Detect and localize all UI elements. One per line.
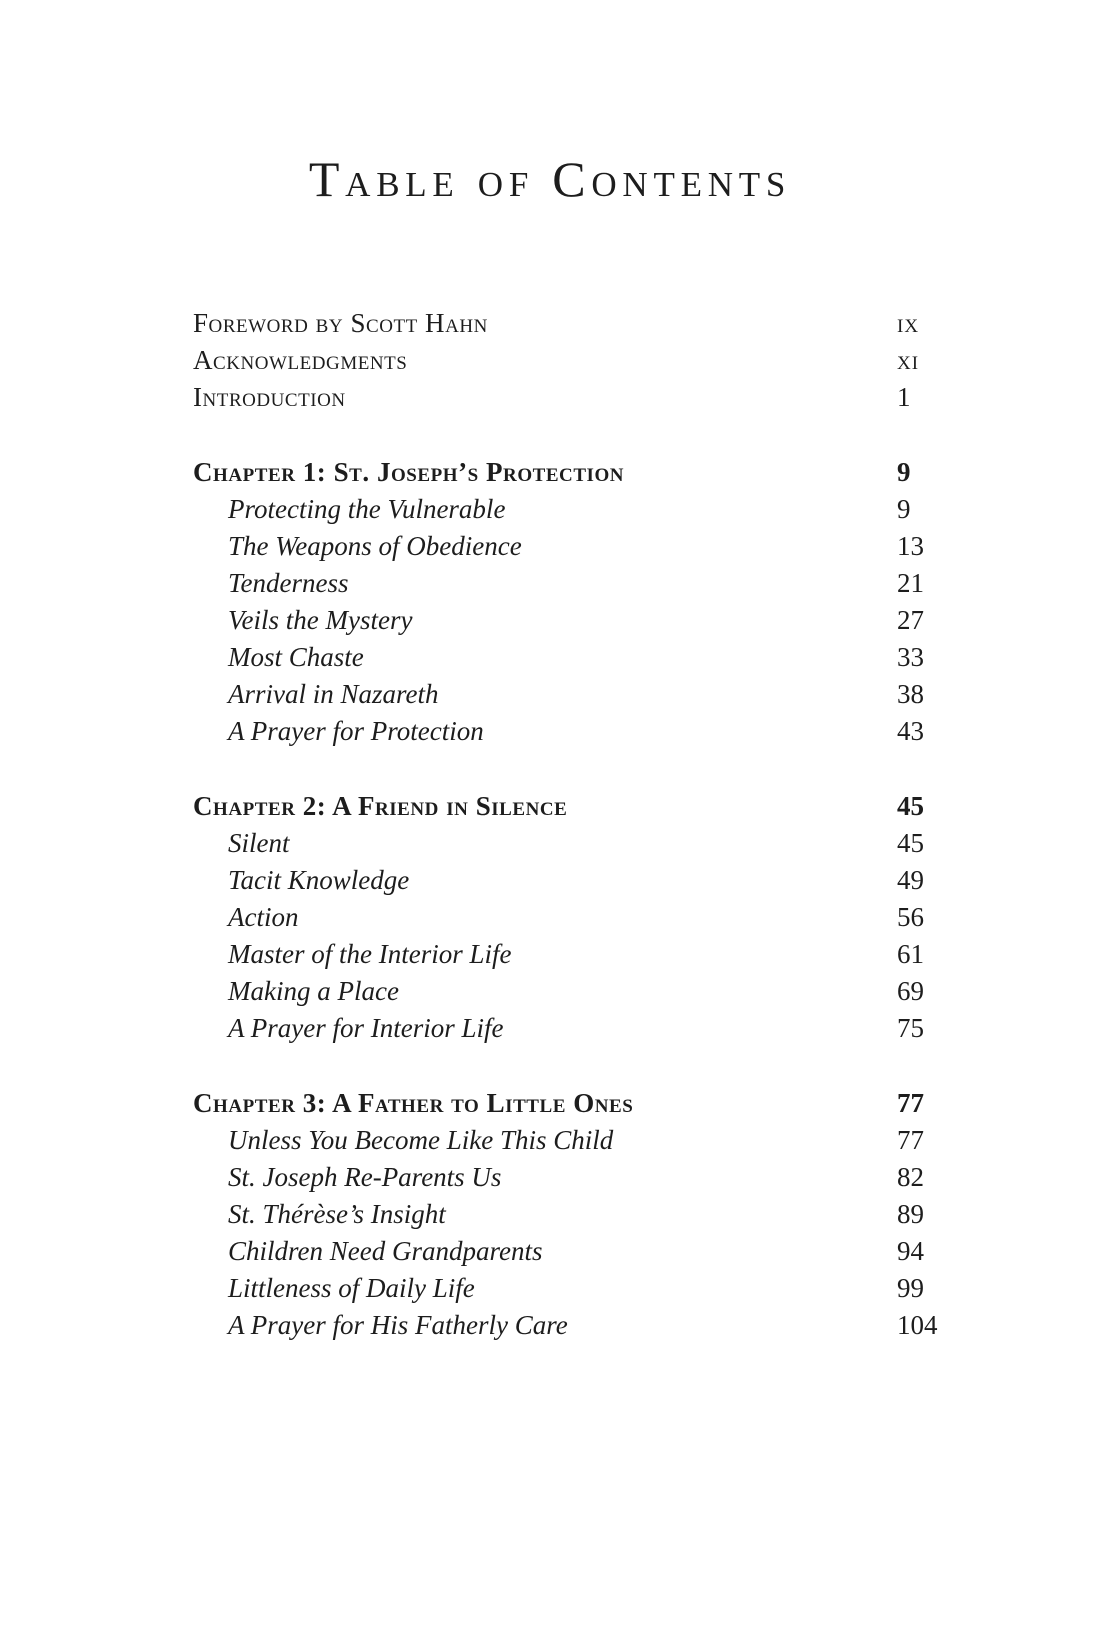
section-entry [193, 973, 1003, 1010]
page-number: 33 [897, 642, 924, 672]
page-number: 9 [897, 457, 911, 487]
chapter-heading [193, 788, 1003, 825]
section-entry [193, 899, 1003, 936]
entry-label: Tenderness [228, 568, 349, 598]
page-title: Table of Contents [308, 151, 792, 207]
entry-label: Action [228, 902, 299, 932]
page-number: ix [897, 308, 920, 338]
page-number: 77 [897, 1125, 924, 1155]
section-entry [193, 1010, 1003, 1047]
entry-label: Introduction [193, 382, 346, 412]
section-entry [193, 565, 1003, 602]
page-number: 94 [897, 1236, 924, 1266]
section-entry [193, 1233, 1003, 1270]
section-entry [193, 713, 1003, 750]
entry-label: Most Chaste [228, 642, 364, 672]
page-number: 61 [897, 939, 924, 969]
page-number: 9 [897, 494, 911, 524]
entry-label: Arrival in Nazareth [228, 679, 439, 709]
page-number: 89 [897, 1199, 924, 1229]
page-number: 99 [897, 1273, 924, 1303]
entry-label: A Prayer for Protection [228, 716, 484, 746]
front-matter-entry [193, 342, 1003, 379]
section-entry [193, 1270, 1003, 1307]
section-entry [193, 491, 1003, 528]
entry-label: Children Need Grandparents [228, 1236, 543, 1266]
entry-label: Acknowledgments [193, 345, 408, 375]
page-number: 38 [897, 679, 924, 709]
section-entry [193, 639, 1003, 676]
page-number: 77 [897, 1088, 924, 1118]
entry-label: St. Thérèse’s Insight [228, 1199, 446, 1229]
page-number: 27 [897, 605, 924, 635]
page-number: xi [897, 345, 920, 375]
entry-label: Tacit Knowledge [228, 865, 410, 895]
section-entry [193, 1307, 1003, 1344]
page-number: 82 [897, 1162, 924, 1192]
chapter-heading [193, 454, 1003, 491]
section-entry [193, 936, 1003, 973]
entry-label: Foreword by Scott Hahn [193, 308, 488, 338]
entry-label: Unless You Become Like This Child [228, 1125, 614, 1155]
entry-label: A Prayer for His Fatherly Care [228, 1310, 568, 1340]
page-number: 104 [897, 1310, 938, 1340]
section-entry [193, 528, 1003, 565]
section-entry [193, 862, 1003, 899]
page-number: 69 [897, 976, 924, 1006]
entry-label: A Prayer for Interior Life [228, 1013, 504, 1043]
table-of-contents [193, 305, 1003, 1344]
section-entry [193, 825, 1003, 862]
page-number: 21 [897, 568, 924, 598]
page-number: 75 [897, 1013, 924, 1043]
page-number: 45 [897, 828, 924, 858]
section-entry [193, 602, 1003, 639]
entry-label: Making a Place [228, 976, 399, 1006]
page-number: 56 [897, 902, 924, 932]
page-number: 49 [897, 865, 924, 895]
front-matter-entry [193, 305, 1003, 342]
entry-label: Protecting the Vulnerable [228, 494, 506, 524]
front-matter-entry [193, 379, 1003, 416]
section-entry [193, 1122, 1003, 1159]
entry-label: Silent [228, 828, 290, 858]
page-number: 43 [897, 716, 924, 746]
section-entry [193, 676, 1003, 713]
page-number: 13 [897, 531, 924, 561]
section-entry [193, 1196, 1003, 1233]
entry-label: Chapter 2: A Friend in Silence [193, 791, 568, 821]
entry-label: Master of the Interior Life [228, 939, 512, 969]
chapter-heading [193, 1085, 1003, 1122]
page-number: 1 [897, 382, 912, 412]
entry-label: The Weapons of Obedience [228, 531, 522, 561]
page-number: 45 [897, 791, 924, 821]
entry-label: Veils the Mystery [228, 605, 413, 635]
section-entry [193, 1159, 1003, 1196]
entry-label: St. Joseph Re-Parents Us [228, 1162, 502, 1192]
entry-label: Chapter 3: A Father to Little Ones [193, 1088, 634, 1118]
entry-label: Chapter 1: St. Joseph’s Protection [193, 457, 625, 487]
entry-label: Littleness of Daily Life [228, 1273, 475, 1303]
